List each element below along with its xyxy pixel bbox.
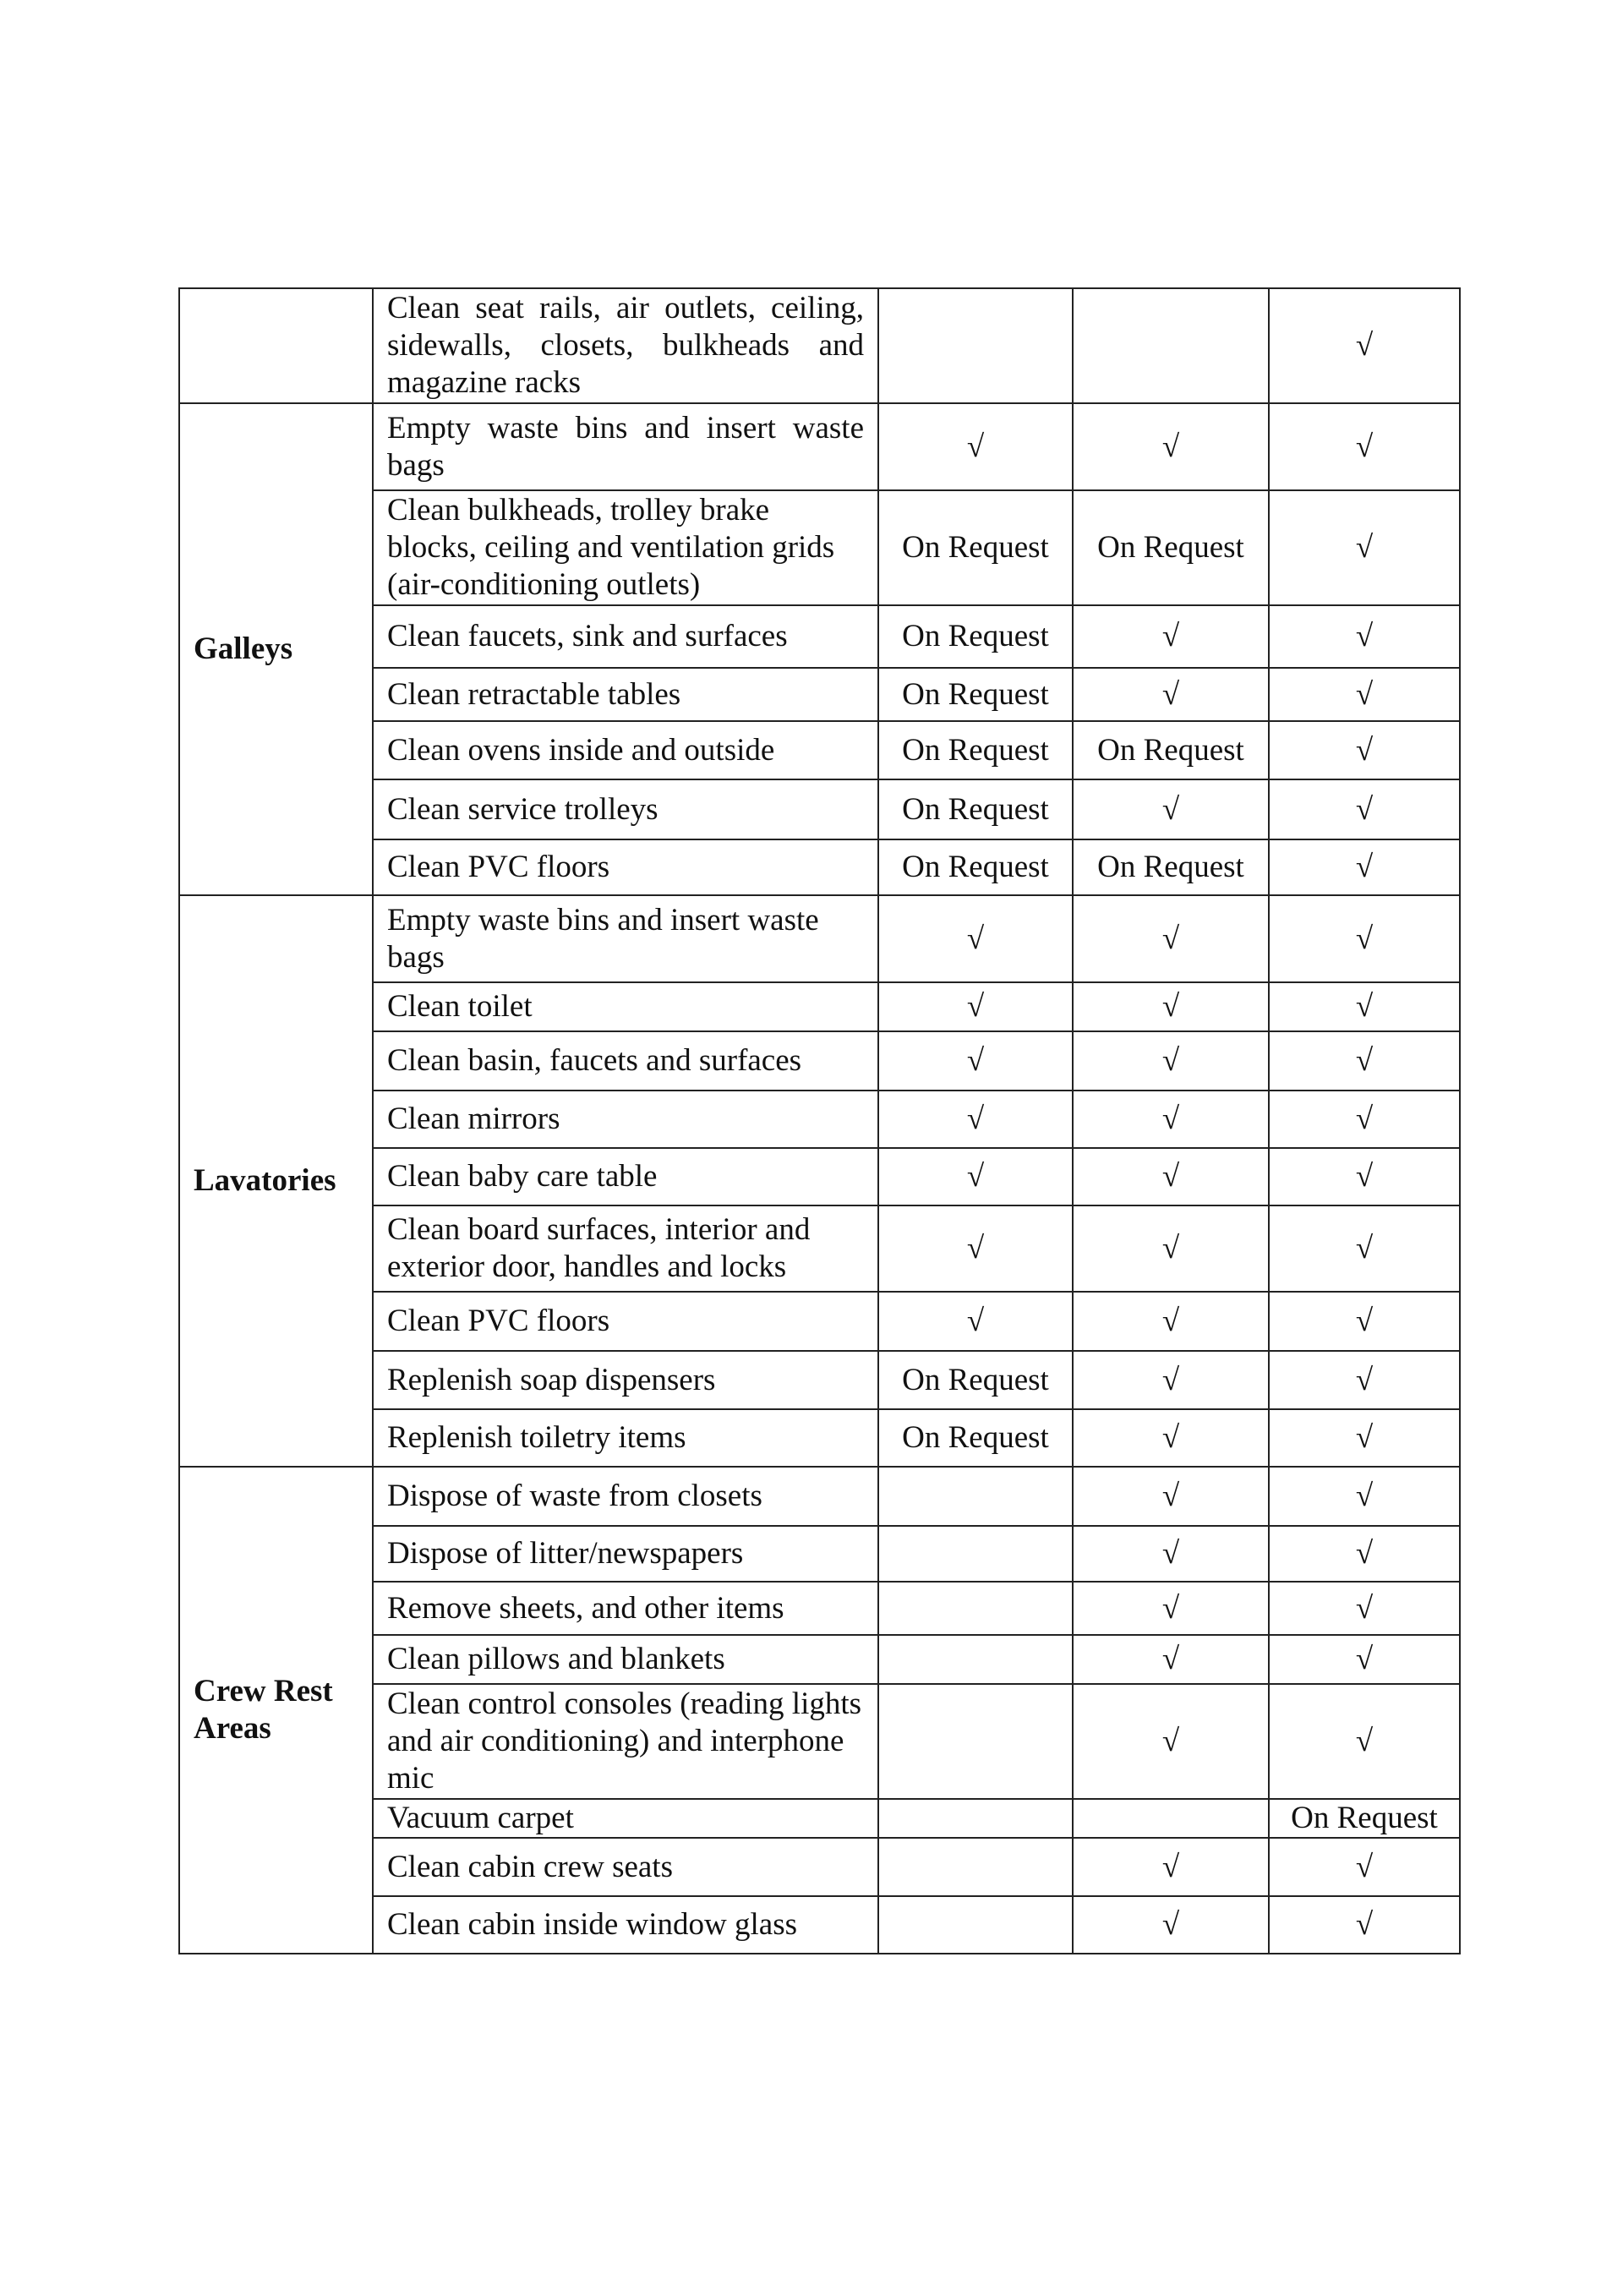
check-mark-icon: √: [1269, 839, 1460, 895]
check-mark-icon: √: [1073, 1526, 1269, 1582]
on-request-label: On Request: [878, 1409, 1073, 1467]
check-mark-icon: √: [1269, 721, 1460, 779]
task-cell: Clean mirrors: [373, 1091, 878, 1148]
check-mark-icon: √: [1269, 1684, 1460, 1799]
check-mark-icon: √: [1073, 1205, 1269, 1292]
check-mark-icon: √: [878, 1031, 1073, 1091]
check-mark-icon: √: [1073, 1582, 1269, 1635]
table-row: [179, 895, 1460, 982]
task-cell: Clean bulkheads, trolley brake blocks, ceiling and ventilation grids (air-conditioning outlets): [373, 490, 878, 605]
status-cell-1: [878, 288, 1073, 403]
status-cell-1: [878, 1467, 1073, 1526]
check-mark-icon: √: [878, 1205, 1073, 1292]
task-cell: Replenish toiletry items: [373, 1409, 878, 1467]
on-request-label: On Request: [1073, 721, 1269, 779]
table-row: [179, 288, 1460, 403]
task-cell: Empty waste bins and insert waste bags: [373, 403, 878, 490]
on-request-label: On Request: [1073, 490, 1269, 605]
task-cell: Clean pillows and blankets: [373, 1635, 878, 1684]
check-mark-icon: √: [1073, 1838, 1269, 1896]
task-cell: Dispose of litter/newspapers: [373, 1526, 878, 1582]
check-mark-icon: √: [1269, 1896, 1460, 1954]
on-request-label: On Request: [878, 490, 1073, 605]
status-cell-2: [1073, 1799, 1269, 1838]
task-cell: Clean ovens inside and outside: [373, 721, 878, 779]
check-mark-icon: √: [1073, 1635, 1269, 1684]
check-mark-icon: √: [1269, 1351, 1460, 1409]
check-mark-icon: √: [878, 895, 1073, 982]
check-mark-icon: √: [878, 403, 1073, 490]
task-cell: Clean service trolleys: [373, 779, 878, 839]
check-mark-icon: √: [1269, 490, 1460, 605]
status-cell-1: [878, 1635, 1073, 1684]
check-mark-icon: √: [1269, 1582, 1460, 1635]
status-cell-1: [878, 1896, 1073, 1954]
check-mark-icon: √: [1269, 1031, 1460, 1091]
check-mark-icon: √: [1269, 1292, 1460, 1351]
check-mark-icon: √: [1073, 1292, 1269, 1351]
task-cell: Clean retractable tables: [373, 668, 878, 721]
task-cell: Clean seat rails, air outlets, ceiling, sidewalls, closets, bulkheads and magazine racks: [373, 288, 878, 403]
check-mark-icon: √: [1269, 1205, 1460, 1292]
check-mark-icon: √: [1073, 1409, 1269, 1467]
task-cell: Clean cabin crew seats: [373, 1838, 878, 1896]
check-mark-icon: √: [1073, 1467, 1269, 1526]
check-mark-icon: √: [1073, 1896, 1269, 1954]
check-mark-icon: √: [1269, 1148, 1460, 1205]
check-mark-icon: √: [1269, 1838, 1460, 1896]
check-mark-icon: √: [878, 1292, 1073, 1351]
check-mark-icon: √: [1073, 1684, 1269, 1799]
task-cell: Remove sheets, and other items: [373, 1582, 878, 1635]
check-mark-icon: √: [1269, 668, 1460, 721]
task-cell: Replenish soap dispensers: [373, 1351, 878, 1409]
task-cell: Clean board surfaces, interior and exterior door, handles and locks: [373, 1205, 878, 1292]
task-cell: Clean faucets, sink and surfaces: [373, 605, 878, 668]
table-body: [179, 288, 1460, 1954]
task-cell: Clean basin, faucets and surfaces: [373, 1031, 878, 1091]
check-mark-icon: √: [1073, 982, 1269, 1031]
check-mark-icon: √: [878, 982, 1073, 1031]
task-cell: Clean control consoles (reading lights and air conditioning) and interphone mic: [373, 1684, 878, 1799]
task-cell: Vacuum carpet: [373, 1799, 878, 1838]
section-cell-empty: [179, 288, 373, 403]
task-cell: Clean cabin inside window glass: [373, 1896, 878, 1954]
task-cell: Empty waste bins and insert waste bags: [373, 895, 878, 982]
check-mark-icon: √: [1269, 1091, 1460, 1148]
status-cell-1: [878, 1799, 1073, 1838]
check-mark-icon: √: [878, 1148, 1073, 1205]
on-request-label: On Request: [878, 779, 1073, 839]
on-request-label: On Request: [1269, 1799, 1460, 1838]
on-request-label: On Request: [878, 839, 1073, 895]
task-cell: Clean PVC floors: [373, 839, 878, 895]
check-mark-icon: √: [1269, 403, 1460, 490]
on-request-label: On Request: [1073, 839, 1269, 895]
check-mark-icon: √: [1073, 403, 1269, 490]
status-cell-1: [878, 1838, 1073, 1896]
status-cell-1: [878, 1526, 1073, 1582]
check-mark-icon: √: [1269, 1467, 1460, 1526]
check-mark-icon: √: [1269, 1635, 1460, 1684]
table-row: [179, 1467, 1460, 1526]
status-cell-1: [878, 1684, 1073, 1799]
check-mark-icon: √: [878, 1091, 1073, 1148]
check-mark-icon: √: [1073, 668, 1269, 721]
check-mark-icon: √: [1073, 1031, 1269, 1091]
check-mark-icon: √: [1269, 982, 1460, 1031]
check-mark-icon: √: [1269, 779, 1460, 839]
check-mark-icon: √: [1269, 605, 1460, 668]
check-mark-icon: √: [1269, 1526, 1460, 1582]
check-mark-icon: √: [1269, 1409, 1460, 1467]
on-request-label: On Request: [878, 1351, 1073, 1409]
check-mark-icon: √: [1073, 605, 1269, 668]
task-cell: Clean baby care table: [373, 1148, 878, 1205]
table-row: [179, 403, 1460, 490]
task-cell: Clean toilet: [373, 982, 878, 1031]
on-request-label: On Request: [878, 668, 1073, 721]
on-request-label: On Request: [878, 605, 1073, 668]
on-request-label: On Request: [878, 721, 1073, 779]
check-mark-icon: √: [1073, 1351, 1269, 1409]
check-mark-icon: √: [1073, 1091, 1269, 1148]
task-cell: Dispose of waste from closets: [373, 1467, 878, 1526]
task-cell: Clean PVC floors: [373, 1292, 878, 1351]
section-label-crew-rest-areas: Crew Rest Areas: [179, 1467, 373, 1954]
status-cell-2: [1073, 288, 1269, 403]
check-mark-icon: √: [1073, 895, 1269, 982]
check-mark-icon: √: [1269, 288, 1460, 403]
check-mark-icon: √: [1269, 895, 1460, 982]
status-cell-1: [878, 1582, 1073, 1635]
cleaning-task-table: [178, 287, 1461, 1954]
section-label-galleys: Galleys: [179, 403, 373, 895]
check-mark-icon: √: [1073, 1148, 1269, 1205]
section-label-lavatories: Lavatories: [179, 895, 373, 1467]
check-mark-icon: √: [1073, 779, 1269, 839]
